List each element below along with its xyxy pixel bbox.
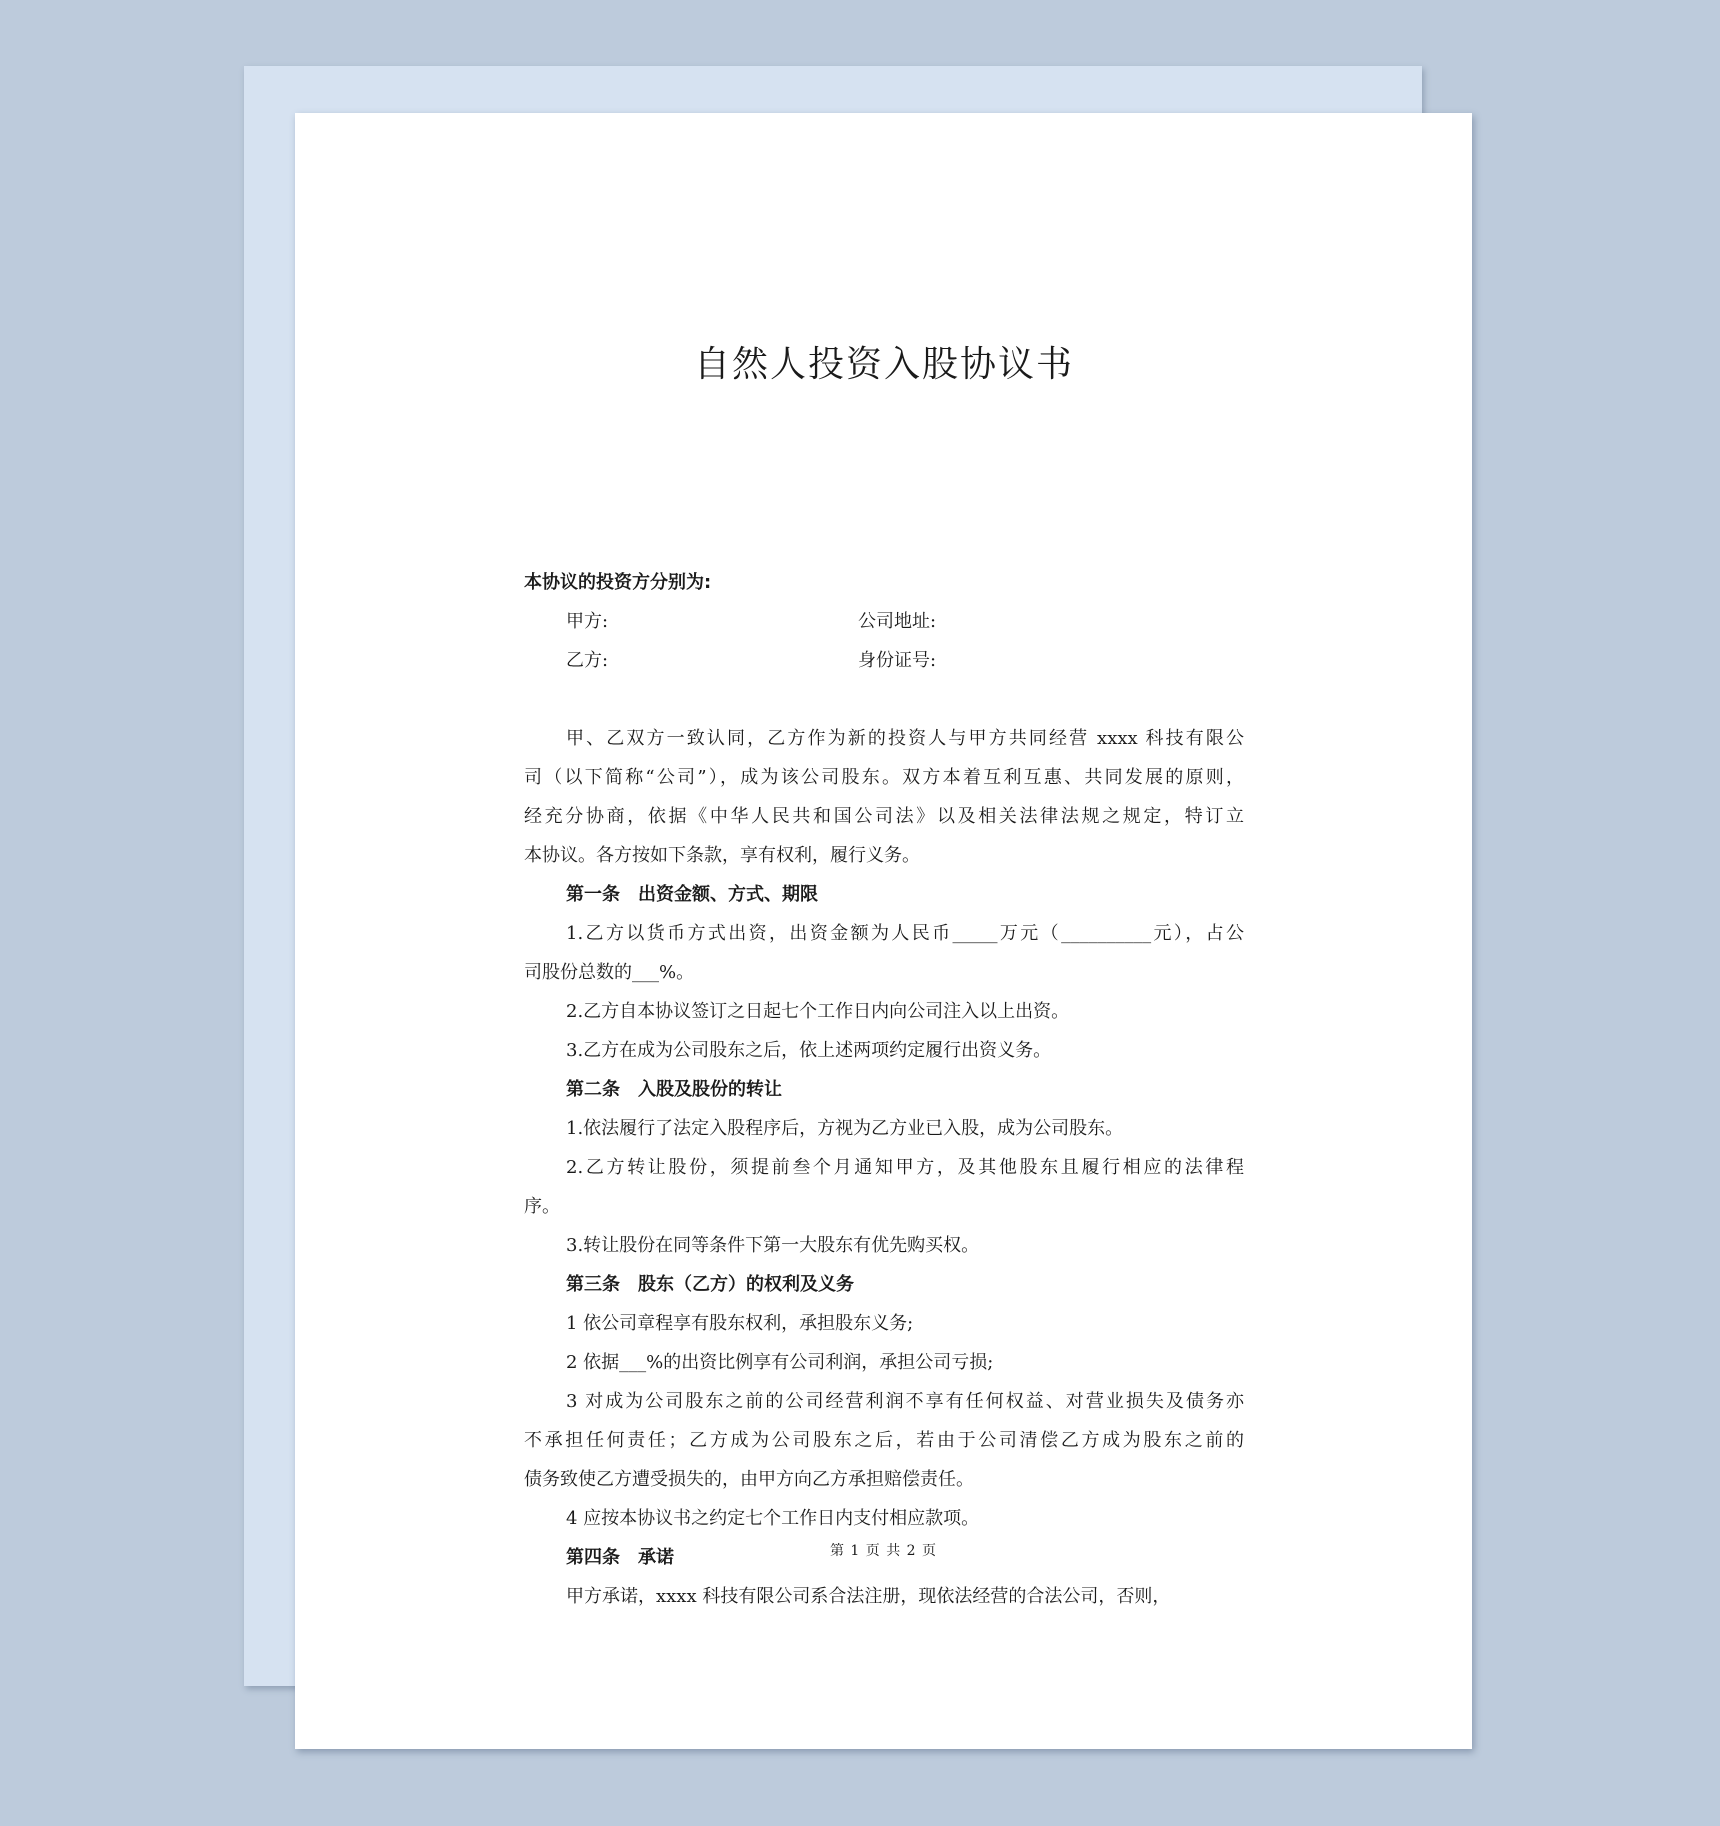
article-3-clause-3-cont: 不承担任何责任；乙方成为公司股东之后，若由于公司清偿乙方成为股东之前的 <box>524 1430 1244 1451</box>
party-b-label: 乙方: <box>566 650 609 671</box>
intro-heading: 本协议的投资方分别为: <box>524 572 712 593</box>
party-row-b <box>524 641 1244 680</box>
article-1-clause-3: 3.乙方在成为公司股东之后，依上述两项约定履行出资义务。 <box>566 1040 1052 1061</box>
article-3-clause-2: 2 依据___%的出资比例享有公司利润，承担公司亏损; <box>566 1352 994 1373</box>
company-address-label: 公司地址: <box>858 611 937 632</box>
article-4-heading: 第四条 承诺 <box>566 1547 674 1568</box>
preamble-line: 本协议。各方按如下条款，享有权利，履行义务。 <box>524 845 920 866</box>
blank-line <box>524 680 1244 719</box>
party-row-a <box>524 602 1244 641</box>
article-1-clause-1-cont: 司股份总数的___%。 <box>524 962 695 983</box>
article-2-clause-2: 2.乙方转让股份，须提前叁个月通知甲方，及其他股东且履行相应的法律程 <box>566 1157 1244 1178</box>
article-3-heading: 第三条 股东（乙方）的权利及义务 <box>566 1274 854 1295</box>
article-2-clause-3: 3.转让股份在同等条件下第一大股东有优先购买权。 <box>566 1235 980 1256</box>
article-3-clause-4: 4 应按本协议书之约定七个工作日内支付相应款项。 <box>566 1508 980 1529</box>
article-2-heading: 第二条 入股及股份的转让 <box>566 1079 782 1100</box>
preamble-line: 甲、乙双方一致认同，乙方作为新的投资人与甲方共同经营 xxxx 科技有限公 <box>566 728 1244 749</box>
party-a-label: 甲方: <box>566 611 609 632</box>
article-1-clause-2: 2.乙方自本协议签订之日起七个工作日内向公司注入以上出资。 <box>566 1001 1070 1022</box>
article-2-clause-2-cont: 序。 <box>524 1196 560 1217</box>
page-footer: 第 1 页 共 2 页 <box>829 1543 938 1559</box>
id-number-label: 身份证号: <box>858 650 937 671</box>
article-4-clause-1: 甲方承诺，xxxx 科技有限公司系合法注册，现依法经营的合法公司，否则， <box>566 1586 1171 1607</box>
article-3-clause-3-cont: 债务致使乙方遭受损失的，由甲方向乙方承担赔偿责任。 <box>524 1469 974 1490</box>
article-1-heading: 第一条 出资金额、方式、期限 <box>566 884 818 905</box>
document-body <box>524 563 1244 1616</box>
article-1-clause-1: 1.乙方以货币方式出资，出资金额为人民币_____万元（__________元），占公 <box>566 923 1244 944</box>
preamble-line: 经充分协商，依据《中华人民共和国公司法》以及相关法律法规之规定，特订立 <box>524 806 1244 827</box>
article-3-clause-1: 1 依公司章程享有股东权利，承担股东义务; <box>566 1313 914 1334</box>
document-page <box>295 113 1472 1749</box>
preamble-line: 司（以下简称“公司”），成为该公司股东。双方本着互利互惠、共同发展的原则， <box>524 767 1244 788</box>
article-3-clause-3: 3 对成为公司股东之前的公司经营利润不享有任何权益、对营业损失及债务亦 <box>566 1391 1244 1412</box>
document-title: 自然人投资入股协议书 <box>693 344 1074 385</box>
article-2-clause-1: 1.依法履行了法定入股程序后，方视为乙方业已入股，成为公司股东。 <box>566 1118 1124 1139</box>
